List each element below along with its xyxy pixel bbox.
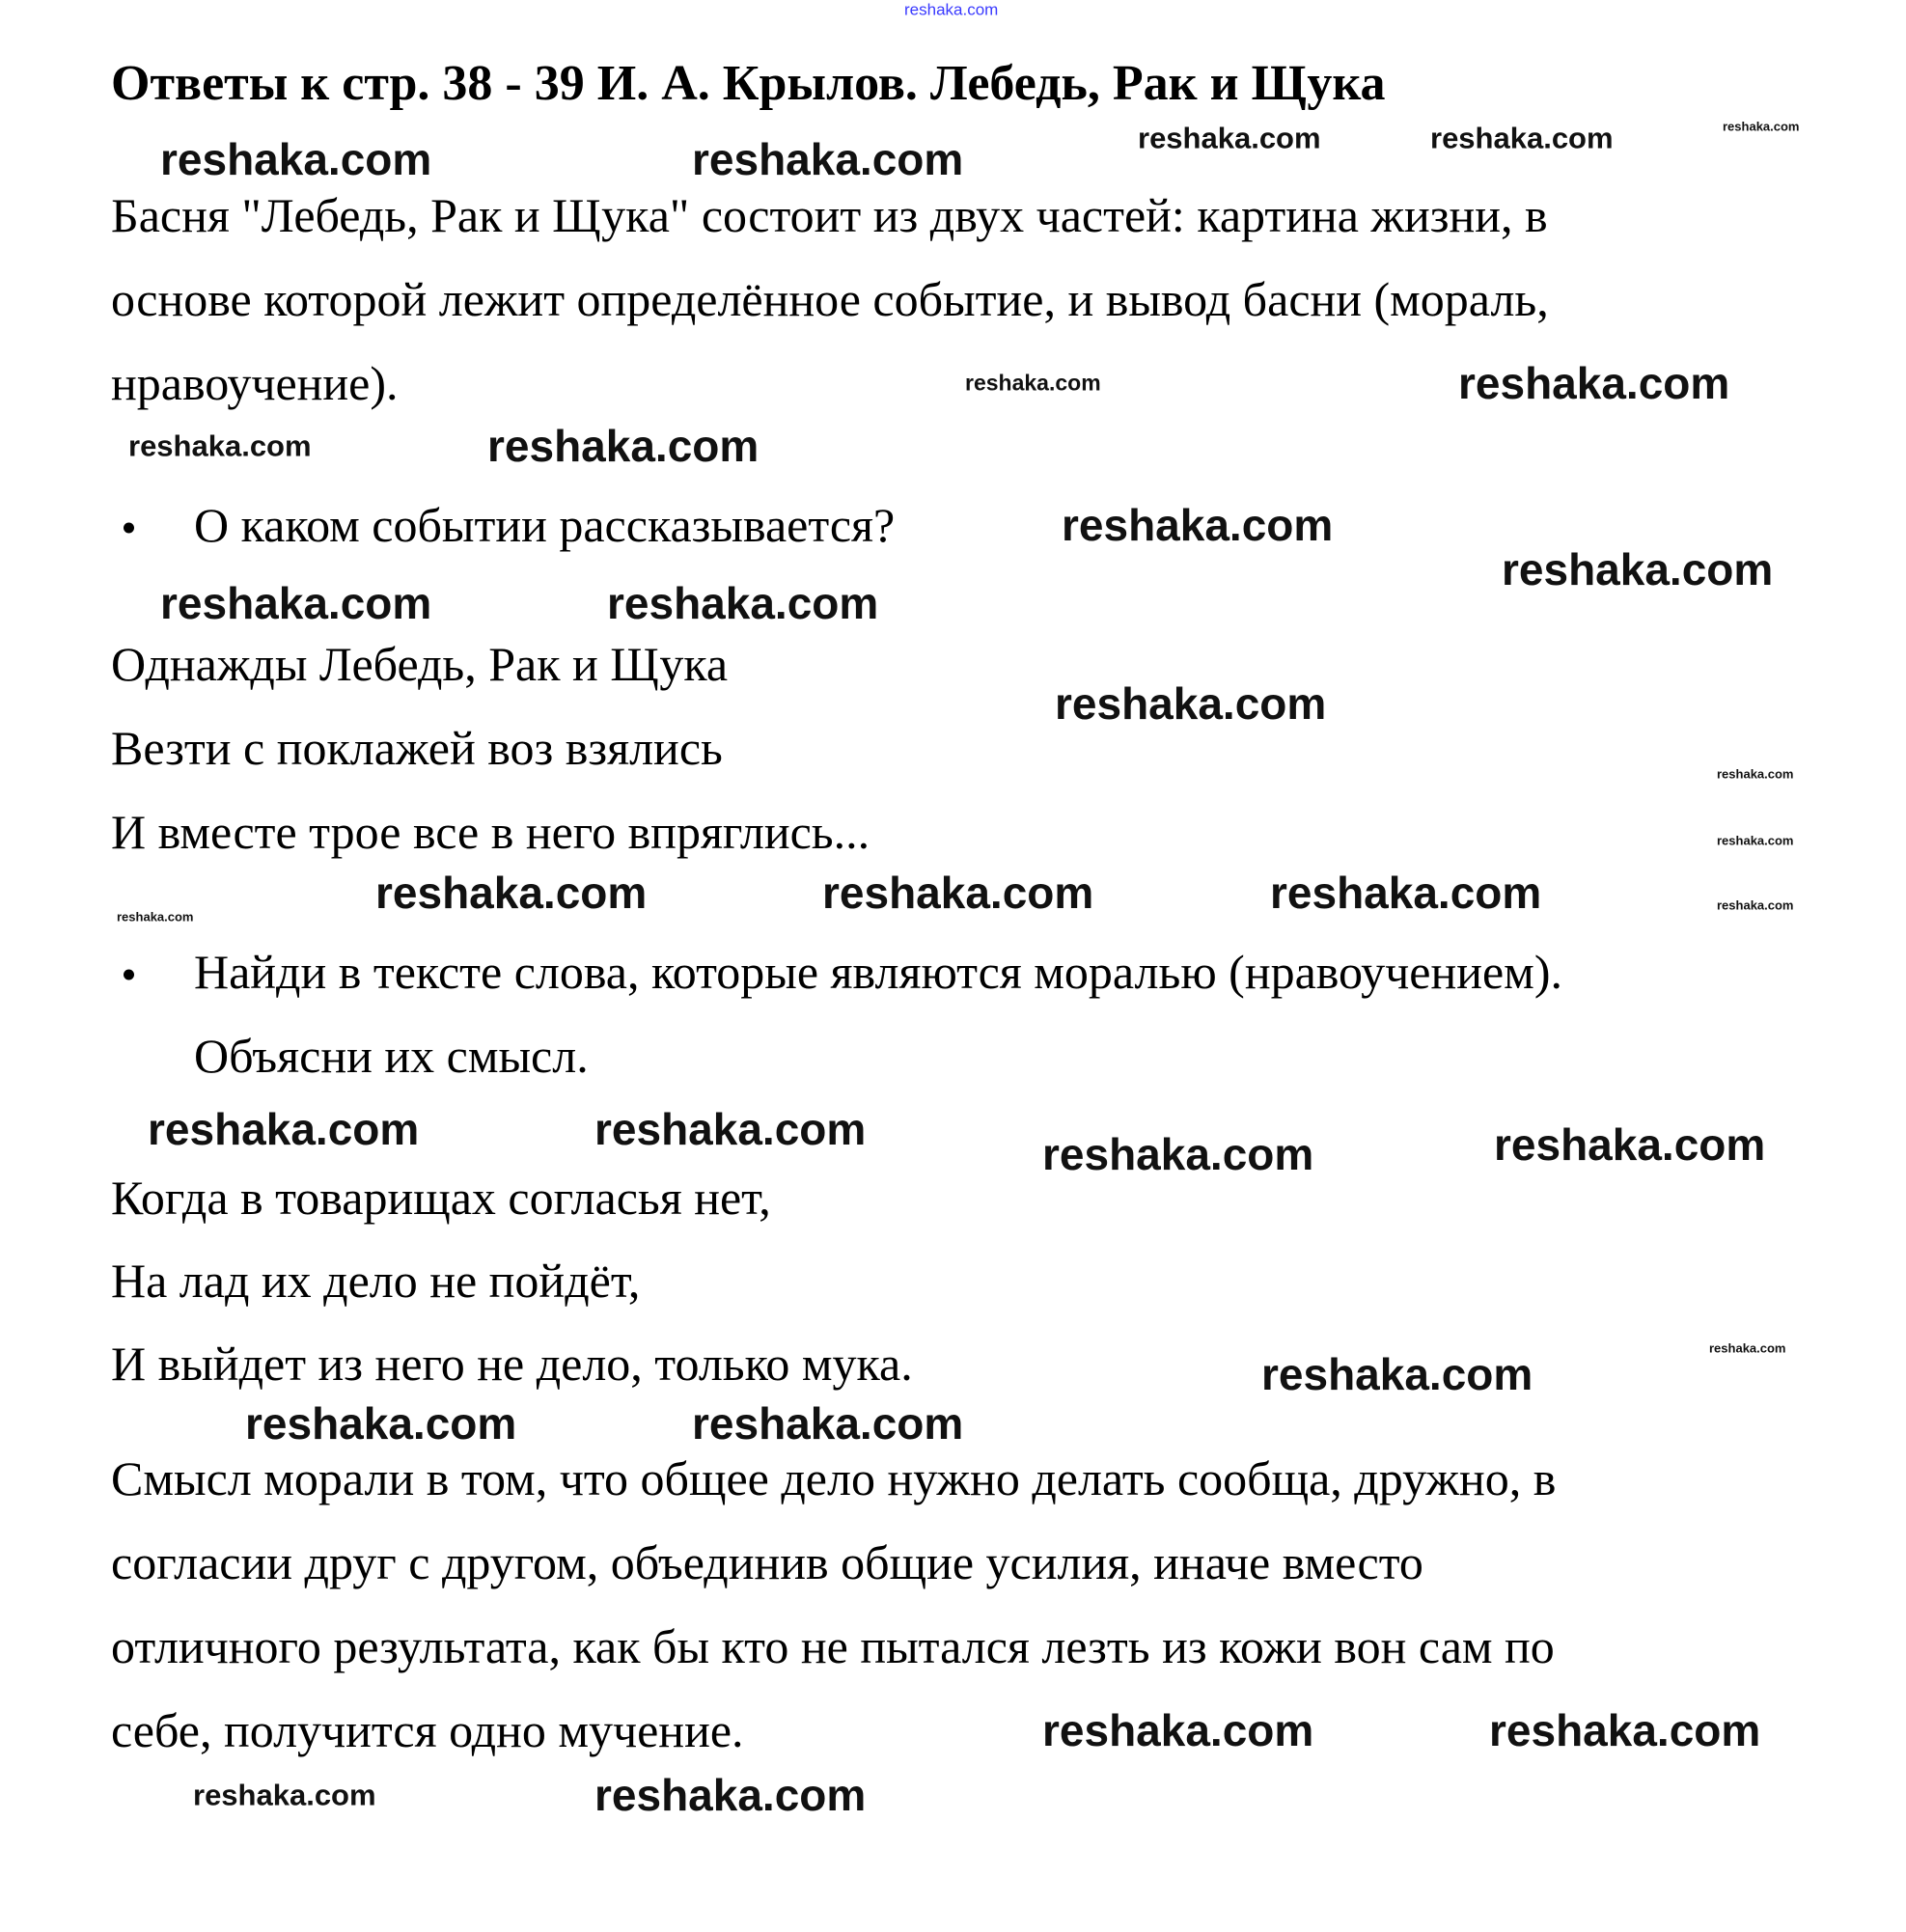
watermark: reshaka.com bbox=[1489, 1705, 1761, 1755]
quote-line: Везти с поклажей воз взялись bbox=[111, 721, 723, 775]
watermark: reshaka.com bbox=[965, 370, 1101, 396]
paragraph-line: основе которой лежит определённое событие, и вывод басни (мораль, bbox=[111, 272, 1549, 326]
watermark: reshaka.com bbox=[1270, 868, 1542, 918]
question-1: О каком событии рассказывается? bbox=[194, 498, 896, 552]
question-2: Найди в тексте слова, которые являются моралью (нравоучением). bbox=[194, 945, 1562, 999]
watermark: reshaka.com bbox=[594, 1104, 867, 1154]
watermark: reshaka.com bbox=[148, 1104, 420, 1154]
watermark: reshaka.com bbox=[607, 578, 879, 628]
watermark: reshaka.com bbox=[487, 421, 760, 471]
watermark: reshaka.com bbox=[245, 1398, 517, 1449]
bullet-icon bbox=[124, 970, 134, 980]
watermark: reshaka.com bbox=[1717, 897, 1794, 913]
watermark: reshaka.com bbox=[160, 134, 432, 184]
watermark: reshaka.com bbox=[1502, 544, 1774, 594]
watermark: reshaka.com bbox=[692, 1398, 964, 1449]
watermark: reshaka.com bbox=[1055, 678, 1327, 729]
quote-line: И вместе трое все в него впряглись... bbox=[111, 805, 870, 859]
watermark: reshaka.com bbox=[193, 1778, 376, 1812]
paragraph-line: согласии друг с другом, объединив общие усилия, иначе вместо bbox=[111, 1535, 1423, 1589]
watermark: reshaka.com bbox=[128, 428, 312, 463]
watermark: reshaka.com bbox=[375, 868, 648, 918]
watermark: reshaka.com bbox=[1062, 500, 1334, 550]
moral-line: На лад их дело не пойдёт, bbox=[111, 1254, 641, 1308]
watermark: reshaka.com bbox=[160, 578, 432, 628]
watermark: reshaka.com bbox=[1709, 1340, 1786, 1356]
watermark: reshaka.com bbox=[822, 868, 1094, 918]
watermark: reshaka.com bbox=[117, 909, 194, 925]
watermark: reshaka.com bbox=[692, 134, 964, 184]
paragraph-line: Смысл морали в том, что общее дело нужно делать сообща, дружно, в bbox=[111, 1451, 1557, 1505]
page-title: Ответы к стр. 38 - 39 И. А. Крылов. Лебедь, Рак и Щука bbox=[111, 56, 1386, 111]
watermark: reshaka.com bbox=[1430, 121, 1614, 155]
watermark: reshaka.com bbox=[1717, 766, 1794, 782]
watermark: reshaka.com bbox=[1042, 1129, 1314, 1179]
watermark: reshaka.com bbox=[1723, 119, 1800, 134]
watermark: reshaka.com bbox=[594, 1770, 867, 1820]
paragraph-line: отличного результата, как бы кто не пытался лезть из кожи вон сам по bbox=[111, 1619, 1555, 1673]
bullet-icon bbox=[124, 523, 134, 534]
moral-line: Когда в товарищах согласья нет, bbox=[111, 1171, 771, 1225]
moral-line: И выйдет из него не дело, только мука. bbox=[111, 1337, 913, 1391]
watermark: reshaka.com bbox=[1042, 1705, 1314, 1755]
paragraph-line: нравоучение). bbox=[111, 356, 399, 410]
watermark: reshaka.com bbox=[1138, 121, 1321, 155]
watermark: reshaka.com bbox=[1494, 1119, 1766, 1170]
watermark: reshaka.com bbox=[904, 0, 999, 19]
watermark: reshaka.com bbox=[1261, 1349, 1533, 1399]
watermark: reshaka.com bbox=[1458, 358, 1730, 408]
quote-line: Однажды Лебедь, Рак и Щука bbox=[111, 637, 729, 691]
question-2-cont: Объясни их смысл. bbox=[194, 1029, 589, 1083]
paragraph-line: Басня "Лебедь, Рак и Щука" состоит из двух частей: картина жизни, в bbox=[111, 188, 1548, 242]
paragraph-line: себе, получится одно мучение. bbox=[111, 1703, 744, 1757]
watermark: reshaka.com bbox=[1717, 833, 1794, 848]
